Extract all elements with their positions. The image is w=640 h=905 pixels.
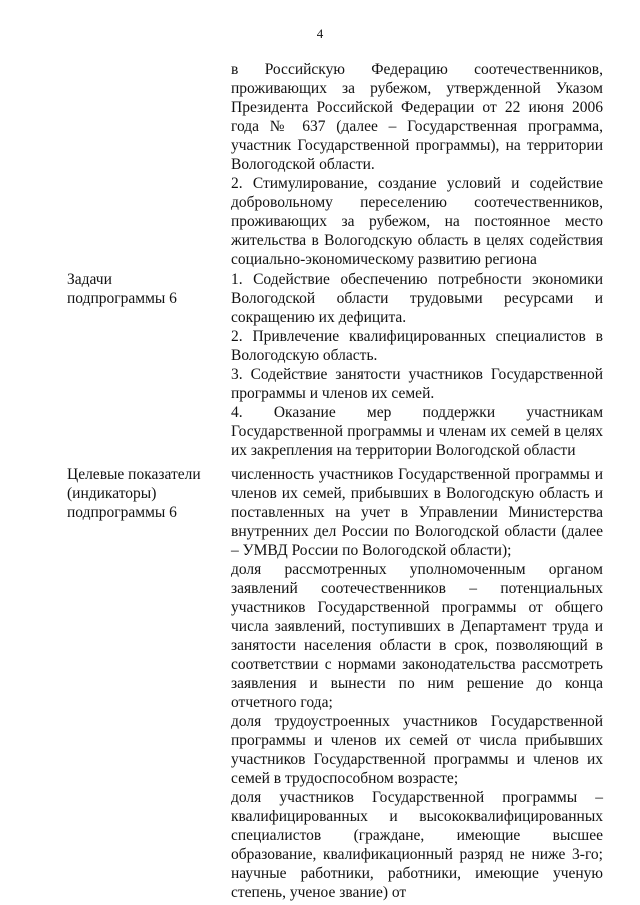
paragraph: 2. Привлечение квалифицированных специалистов в Вологодскую область. [231,328,603,364]
paragraph: доля участников Государственной программы – квалифицированных и высококвалифицированных специалистов (граждане, имеющие высшее образование, квалификационный разряд не ниже 3-го; научные работники, работники, имеющие ученую степень, ученое звание) от [231,789,603,901]
page-number: 4 [316,26,324,41]
paragraph: доля трудоустроенных участников Государственной программы и членов их семей от числа прибывших участников Государственной программы и членов их семей в трудоспособном возрасте; [231,713,603,787]
section-content [231,60,603,269]
paragraph: в Российскую Федерацию соотечественников, проживающих за рубежом, утвержденной Указом Президента Российской Федерации от 22 июня 2006 года № 637 (далее – Государственная программа, участник Государственной программы), на территории Вологодской области. [231,61,603,173]
section-label [67,270,217,308]
paragraph: 4. Оказание мер поддержки участникам Государственной программы и членам их семей в целях их закрепления на территории Вологодской области [231,404,603,459]
paragraph: численность участников Государственной программы и членов их семей, прибывших в Вологодскую область и поставленных на учет в Управлении Министерства внутренних дел России по Вологодской области (далее – УМВД России по Вологодской области); [231,466,603,559]
label-line: Целевые показатели [67,466,201,483]
label-line: подпрограммы 6 [67,290,177,307]
paragraph: доля рассмотренных уполномоченным органом заявлений соотечественников – потенциальных участников Государственной программы от общего числа заявлений, поступивших в Департамент труда и занятости населения области в срок, позволяющий в соответствии с нормами законодательства рассмотреть заявления и вынести по ним решение до конца отчетного года; [231,561,603,711]
paragraph: 2. Стимулирование, создание условий и содействие добровольному переселению соотечественников, проживающих за рубежом, на постоянное место жительства в Вологодскую область в целях содействия социально-экономическому развитию региона [231,175,603,268]
section-label [67,465,217,522]
label-line: подпрограммы 6 [67,504,177,521]
paragraph: 3. Содействие занятости участников Государственной программы и членов их семей. [231,366,603,402]
section-content [231,270,603,460]
label-line: Задачи [67,271,112,288]
paragraph: 1. Содействие обеспечению потребности экономики Вологодской области трудовыми ресурсами и сокращению их дефицита. [231,271,603,326]
label-line: (индикаторы) [67,485,157,502]
section-content [231,465,603,902]
